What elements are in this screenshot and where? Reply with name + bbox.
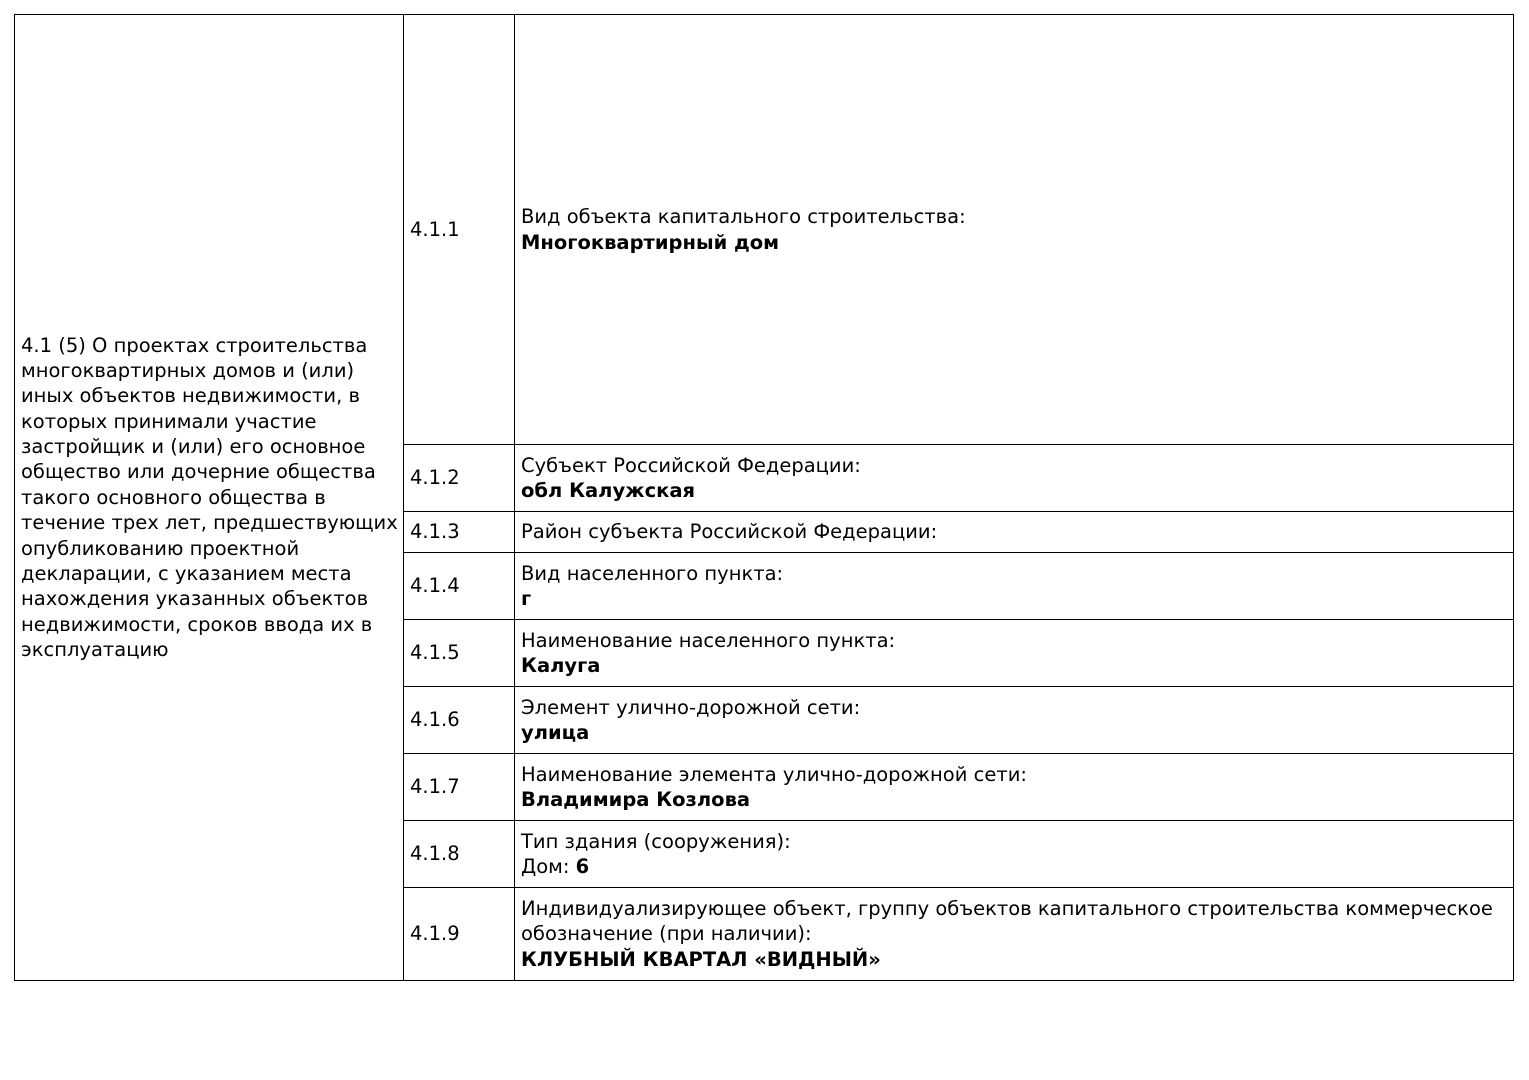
row-value-4-1-2 <box>515 445 1514 512</box>
field-value: Многоквартирный дом <box>521 230 780 254</box>
section-description-text: 4.1 (5) О проектах строительства многоквартирных домов и (или) иных объектов недвижимости, в которых принимали участие застройщик и (или) его основное общество или дочерние общества такого основного общества в течение трех лет, предшествующих опубликованию проектной декларации, с указанием места нахождения указанных объектов недвижимости, сроков ввода их в эксплуатацию <box>21 333 398 661</box>
row-value-4-1-9 <box>515 888 1514 981</box>
field-value: КЛУБНЫЙ КВАРТАЛ «ВИДНЫЙ» <box>521 947 881 971</box>
row-value-4-1-7 <box>515 754 1514 821</box>
field-label: Индивидуализирующее объект, группу объектов капитального строительства коммерческое обозначение (при наличии): <box>521 896 1493 946</box>
section-description-cell <box>15 15 404 981</box>
field-value: Калуга <box>521 654 601 677</box>
field-value: г <box>521 587 532 610</box>
row-number-4-1-5: 4.1.5 <box>404 620 515 687</box>
field-label: Наименование населенного пункта: <box>521 628 896 652</box>
field-value: 6 <box>575 855 590 878</box>
field-label: Вид объекта капитального строительства: <box>521 205 966 229</box>
row-number-4-1-4: 4.1.4 <box>404 553 515 620</box>
row-value-4-1-3 <box>515 512 1514 553</box>
field-value: улица <box>521 721 590 744</box>
row-number-4-1-3: 4.1.3 <box>404 512 515 553</box>
row-number-4-1-6: 4.1.6 <box>404 687 515 754</box>
field-label: Наименование элемента улично-дорожной сети: <box>521 762 1027 786</box>
project-declaration-table <box>14 14 1514 981</box>
field-label: Вид населенного пункта: <box>521 561 784 585</box>
row-number-4-1-9: 4.1.9 <box>404 888 515 981</box>
row-value-4-1-8 <box>515 821 1514 888</box>
field-value-line <box>521 854 1509 879</box>
row-number-4-1-7: 4.1.7 <box>404 754 515 821</box>
row-number-4-1-2: 4.1.2 <box>404 445 515 512</box>
row-value-4-1-5 <box>515 620 1514 687</box>
field-value: обл Калужская <box>521 479 696 502</box>
field-label: Элемент улично-дорожной сети: <box>521 695 861 719</box>
field-inline-label: Дом: <box>521 855 576 878</box>
row-value-4-1-1 <box>515 15 1514 445</box>
row-number-4-1-8: 4.1.8 <box>404 821 515 888</box>
field-value: Владимира Козлова <box>521 788 751 811</box>
field-label: Субъект Российской Федерации: <box>521 453 861 477</box>
table-row <box>15 15 1514 445</box>
row-number-4-1-1: 4.1.1 <box>404 15 515 445</box>
field-label: Тип здания (сооружения): <box>521 829 791 853</box>
row-value-4-1-4 <box>515 553 1514 620</box>
field-label: Район субъекта Российской Федерации: <box>521 520 938 544</box>
row-value-4-1-6 <box>515 687 1514 754</box>
